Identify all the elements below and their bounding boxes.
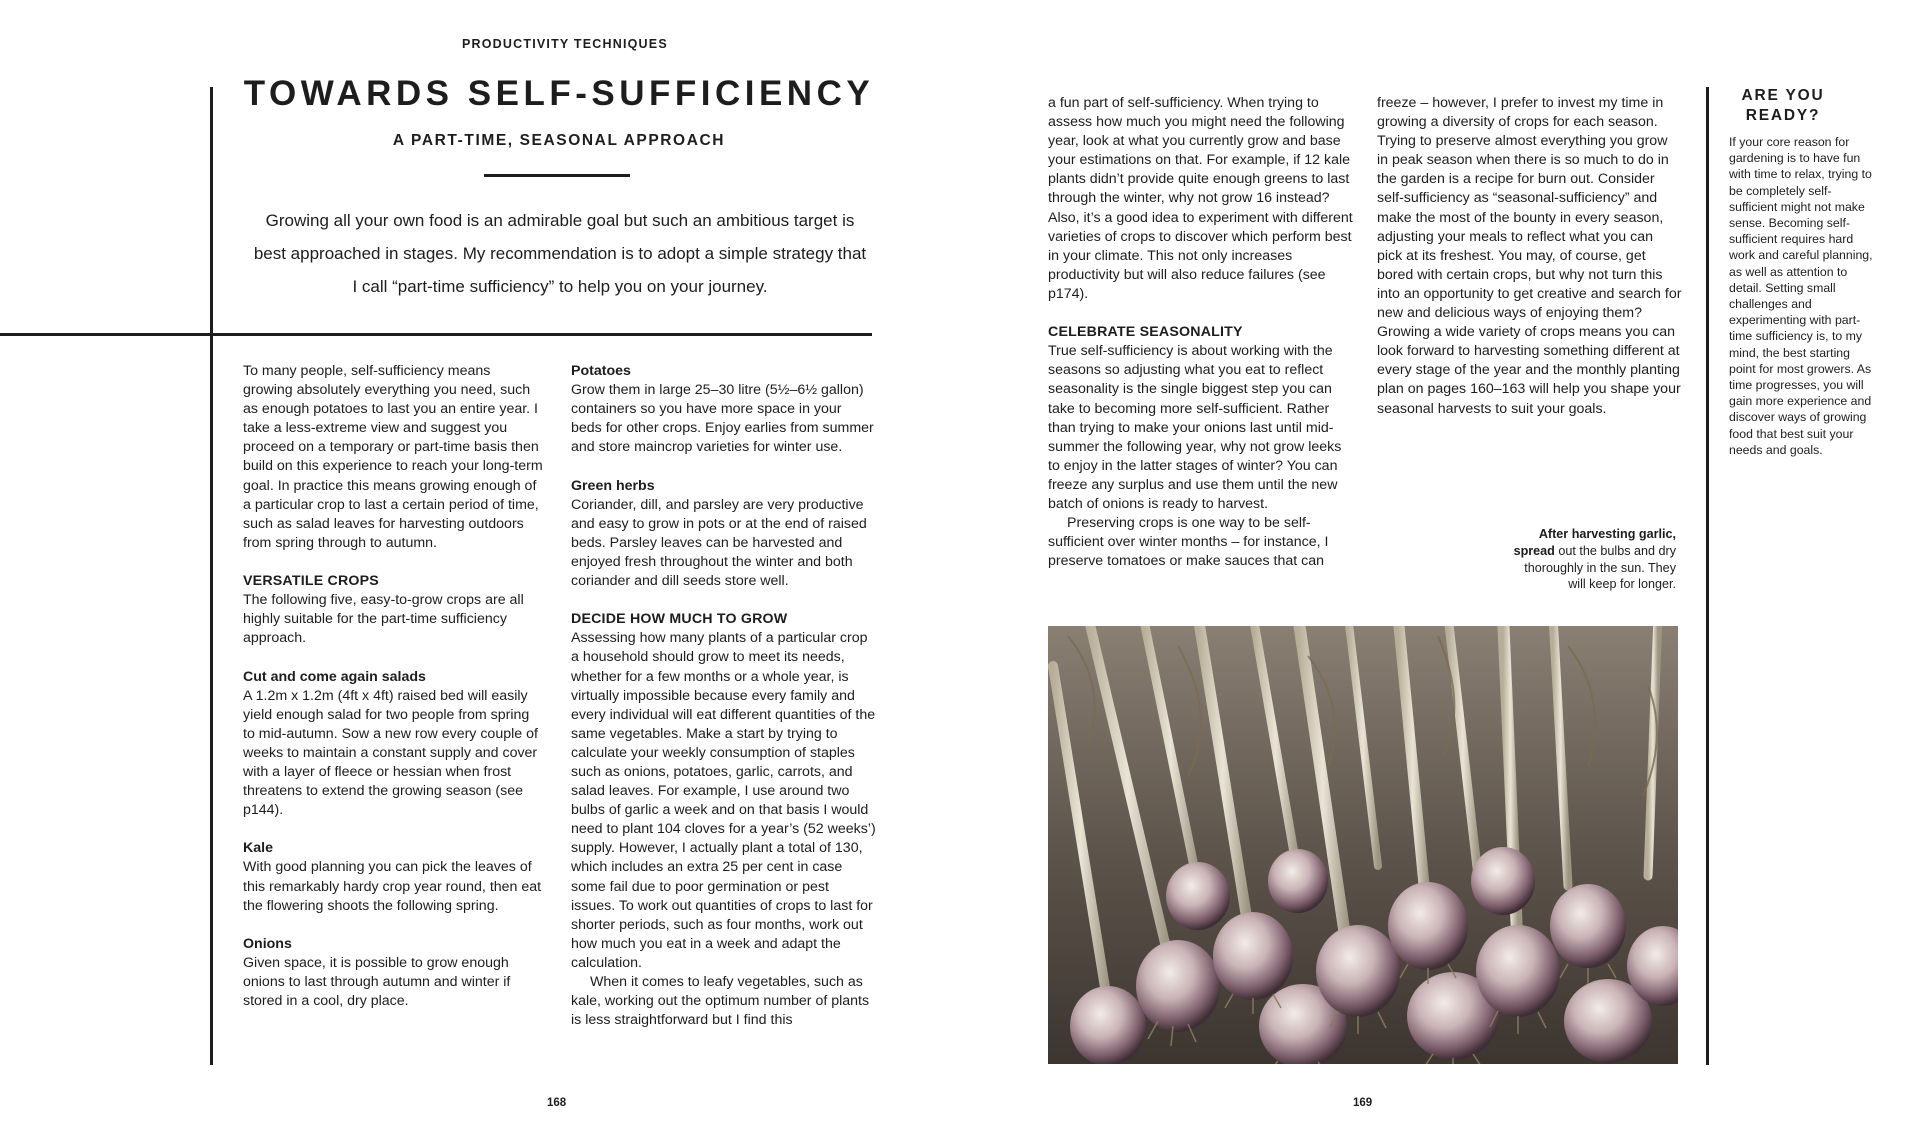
col2-paragraph-decide: Assessing how many plants of a particular crop a household should grow to meet its needs, whether for a few months or a whole year, is virtually impossible because every family and every individual will eat different quantities of the same vegetables. Make a start by trying to calculate your weekly consumption of staples such as onions, potatoes, garlic, carrots, and salad leaves. For example, I use around two bulbs of garlic a week and on that basis I would need to plant 104 cloves for a year’s (52 weeks’) supply. However, I actually plant a total of 130, which includes an extra 25 per cent in case some fail due to poor germination or pest issues. To work out quantities of crops to last for shorter periods, such as four months, work out how much you eat in a week and adapt the calculation. [571,630,876,971]
page-title: TOWARDS SELF-SUFFICIENCY [243,74,875,113]
page-number-right: 169 [1353,1097,1373,1109]
column-1 [243,362,543,1011]
heading-celebrate-seasonality: CELEBRATE SEASONALITY [1048,324,1243,341]
col3-paragraph-seasonality: True self-sufficiency is about working with the seasons so adjusting what you eat to reflect seasonality is the single biggest step you can take to becoming more self-sufficient. Rather than trying to make your onions last until mid-summer the following year, why not grow leeks to enjoy in the latter stages of winter? You can freeze any surplus and use them until the new batch of onions is ready to harvest. [1048,343,1342,512]
col2-paragraph-herbs: Coriander, dill, and parsley are very productive and easy to grow in pots or at the end of raised beds. Parsley leaves can be harvested and enjoyed fresh throughout the winter and both coriander and dill seeds store well. [571,496,867,590]
caption-text: out the bulbs and dry thoroughly in the sun. They will keep for longer. [1524,543,1676,592]
page-number-left: 168 [547,1097,567,1109]
sidebar-title: ARE YOU READY? [1741,87,1825,124]
heading-salads: Cut and come again salads [243,668,426,685]
col1-paragraph-salads: A 1.2m x 1.2m (4ft x 4ft) raised bed will easily yield enough salad for two people from spring to mid-autumn. Sow a new row every couple of weeks to maintain a constant supply and cover with a layer of fleece or hessian when frost threatens to extend the growing season (see p144). [243,687,538,819]
running-head: PRODUCTIVITY TECHNIQUES [462,37,668,51]
heading-versatile-crops: VERSATILE CROPS [243,573,379,590]
page-subtitle: A PART-TIME, SEASONAL APPROACH [392,132,726,149]
col4-paragraph-continued: freeze – however, I prefer to invest my time in growing a diversity of crops for each season. Trying to preserve almost everything you grow in peak season when there is so much to do in the garden is a recipe for burn out. Consider self-sufficiency as “seasonal-sufficiency” and make the most of the bounty in every season, adjusting your meals to reflect what you can pick at its freshest. You may, of course, get bored with certain crops, but why not turn this into an opportunity to get creative and search for new and delicious ways of enjoying them? Growing a wide variety of crops means you can look forward to harvesting something different at every stage of the year and the monthly planting plan on pages 160–163 will help you shape your seasonal harvests to suit your goals. [1377,95,1682,417]
garlic-photo [1048,626,1678,1064]
left-horizontal-rule [0,333,872,336]
intro-paragraph: Growing all your own food is an admirable goal but such an ambitious target is best approached in stages. My recommendation is to adopt a simple strategy that I call “part-time sufficiency” to help you on your journey. [253,211,867,296]
column-4 [1377,94,1682,419]
heading-kale: Kale [243,840,273,857]
col1-paragraph-kale: With good planning you can pick the leaves of this remarkably hardy crop year round, then eat the flowering shoots the following spring. [243,859,542,914]
column-2 [571,362,876,1030]
heading-green-herbs: Green herbs [571,477,655,494]
left-vertical-rule [210,87,213,1065]
column-3 [1048,94,1353,571]
heading-decide-how-much: DECIDE HOW MUCH TO GROW [571,611,788,628]
caption-bold: After harvesting garlic, spread [1513,527,1676,558]
right-vertical-rule [1706,87,1709,1065]
heading-onions: Onions [243,935,292,952]
photo-caption [1508,526,1676,593]
title-underline [484,174,630,177]
col3-paragraph-preserve: Preserving crops is one way to be self-sufficient over winter months – for instance, I preserve tomatoes or make sauces that can [1048,515,1329,570]
col1-paragraph-intro: To many people, self-sufficiency means growing absolutely everything you need, such as enough potatoes to last you an entire year. I take a less-extreme view and suggest you proceed on a temporary or part-time basis then build on this experience to reach your long-term goal. In practice this means growing enough of a particular crop to last a certain period of time, such as salad leaves for harvesting outdoors from spring through to autumn. [243,363,543,551]
col2-paragraph-potatoes: Grow them in large 25–30 litre (5½–6½ gallon) containers so you have more space in your beds for other crops. Enjoy earlies from summer and store maincrop varieties for winter use. [571,382,874,456]
heading-potatoes: Potatoes [571,363,631,379]
col1-paragraph-onions: Given space, it is possible to grow enough onions to last through autumn and winter if stored in a cool, dry place. [243,954,511,1010]
col2-paragraph-leafy: When it comes to leafy vegetables, such as kale, working out the optimum number of plants is less straightforward but I find this [571,974,870,1029]
sidebar-text: If your core reason for gardening is to have fun with time to relax, trying to be completely self-sufficient might not make sense. Becoming self-sufficient requires hard work and careful planning, as well as attention to detail. Setting small challenges and experimenting with part-time sufficiency is, to my mind, the best starting point for most growers. As time progresses, you will gain more experience and discover ways of growing food that best suit your needs and goals. [1729,135,1873,457]
col3-paragraph-continued: a fun part of self-sufficiency. When trying to assess how much you might need the following year, look at what you currently grow and base your estimations on that. For example, if 12 kale plants didn’t provide quite enough greens to last through the winter, why not grow 16 instead? Also, it’s a good idea to experiment with different varieties of crops to discover which perform best in your climate. This not only increases productivity but will also reduce failures (see p174). [1048,95,1353,302]
col1-paragraph-versatile: The following five, easy-to-grow crops are all highly suitable for the part-time sufficiency approach. [243,592,524,647]
